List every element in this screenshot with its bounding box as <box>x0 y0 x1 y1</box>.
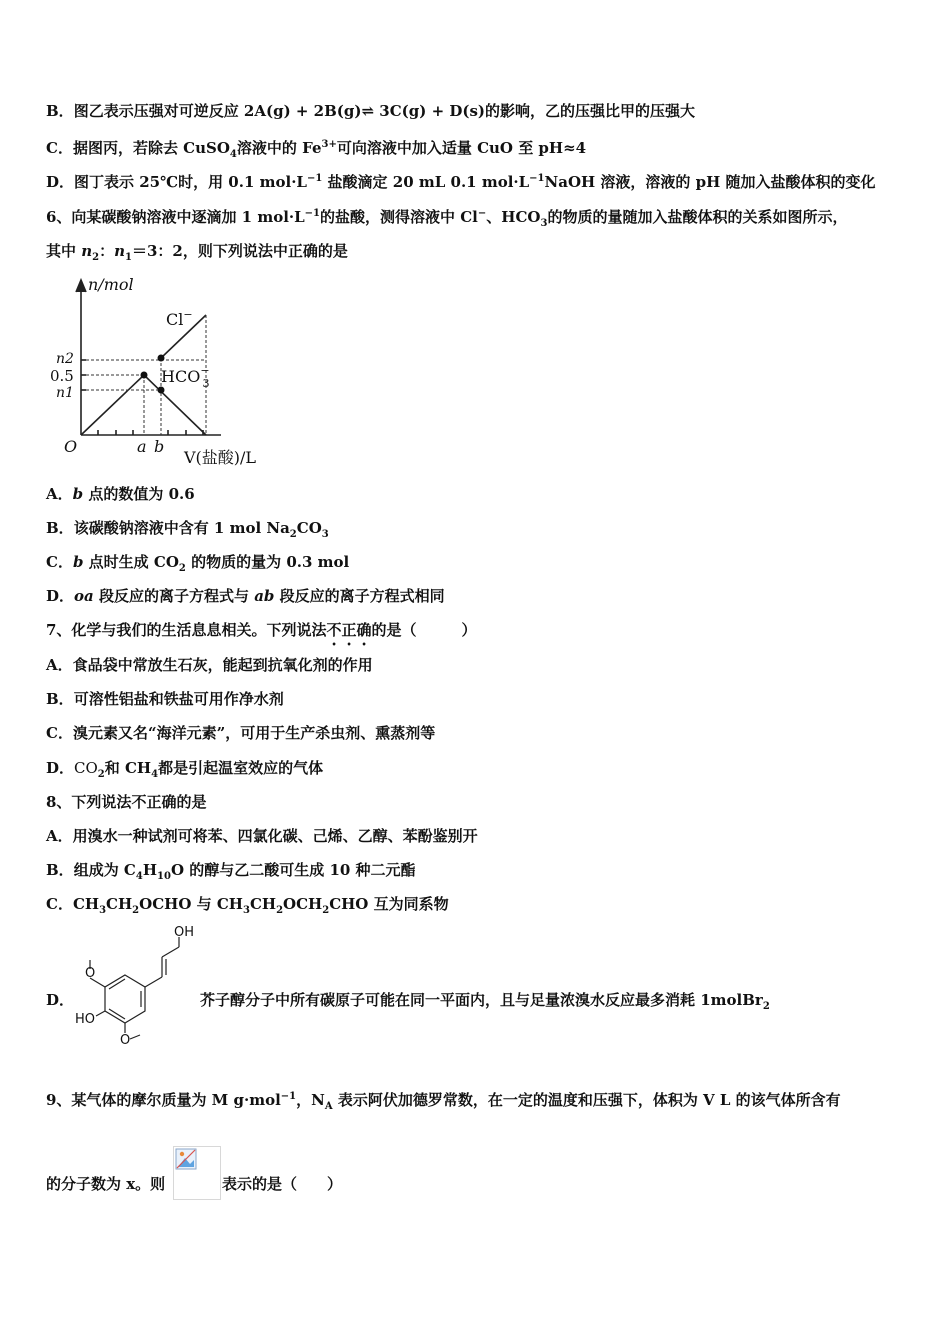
q7-option-c: C．溴元素又名“海洋元素”，可用于生产杀虫剂、熏蒸剂等 <box>46 724 436 742</box>
mol-ho-label: HO <box>75 1012 96 1027</box>
q6-stem: 6、向某碳酸钠溶液中逐滴加 1 $mol\cdot L^{-1}$的盐酸，测得溶液中 Cl−、$HCO_3$的物质的量随加入盐酸体积的关系如图所示， <box>46 208 848 229</box>
graph-origin: O <box>64 437 78 456</box>
q8-option-a: A．用溴水一种试剂可将苯、四氯化碳、己烯、乙醇、苯酚鉴别开 <box>46 827 478 845</box>
q5-option-c: C．据图丙，若除去 CuSO$_4$溶液中的 $Fe^{3+}$可向溶液中加入适量 CuO 至 pH≈4 <box>46 139 587 160</box>
q5-option-b: B．图乙表示压强对可逆反应 2A(g) + 2B(g)⇌ 3C(g) + D(s)的影响，乙的压强比甲的压强大 <box>46 102 696 120</box>
q6-option-d: D．oa 段反应的离子方程式与 ab 段反应的离子方程式相同 <box>46 587 445 605</box>
q6-option-c: C．b 点时生成 $CO_2$ 的物质的量为 0.3 mol <box>46 553 350 574</box>
q6-stem-line2: 其中 $n_2$：$n_1=3$：2，则下列说法中正确的是 <box>46 242 348 263</box>
q5-option-d: D．图丁表示 25℃时，用 0.1 $mol\cdot L^{-1}$ 盐酸滴定 20 mL 0.1 $mol\cdot L^{-1}NaOH$ 溶液，溶液的 pH 随加入盐酸体积的变化 <box>46 173 876 191</box>
q6-graph <box>46 270 281 470</box>
graph-tick-n1: n1 <box>56 385 74 401</box>
broken-image-placeholder <box>173 1146 221 1200</box>
graph-tick-b: b <box>154 437 165 456</box>
mol-o-bottom-label: O <box>120 1033 131 1045</box>
mol-oh-label: OH <box>174 925 195 940</box>
q6-option-a: A．b 点的数值为 0.6 <box>46 485 195 503</box>
q7-option-d: D．$CO_2$和 $CH_4$都是引起温室效应的气体 <box>46 759 324 780</box>
graph-hco3-label: HCO− 3 <box>161 364 210 390</box>
mol-o-top-label: O <box>85 966 96 981</box>
q8-option-d-text: 芥子醇分子中所有碳原子可能在同一平面内，且与足量浓溴水反应最多消耗 1molBr$_2$ <box>200 991 770 1012</box>
graph-tick-a: a <box>137 437 147 456</box>
graph-cl-label: Cl− <box>166 308 193 329</box>
sinapyl-alcohol-structure <box>70 925 200 1045</box>
q7-option-b: B．可溶性铝盐和铁盐可用作净水剂 <box>46 690 284 708</box>
q6-option-b: B．该碳酸钠溶液中含有 1 mol $Na_2CO_3$ <box>46 519 329 540</box>
q8-option-c: C．$CH_3CH_2OCHO$ 与 $CH_3CH_2OCH_2CHO$ 互为同系物 <box>46 895 449 916</box>
graph-tick-05: 0.5 <box>50 367 74 385</box>
graph-x-label: V(盐酸)/L <box>184 448 257 467</box>
q7-stem: 7、化学与我们的生活息息相关。下列说法不正确的是（ ） <box>46 621 477 639</box>
q8-stem: 8、下列说法不正确的是 <box>46 793 207 811</box>
q7-option-a: A．食品袋中常放生石灰，能起到抗氧化剂的作用 <box>46 656 373 674</box>
q8-option-b: B．组成为 $C_4H_{10}O$ 的醇与乙二酸可生成 10 种二元酯 <box>46 861 416 882</box>
equilibrium-arrow: ⇌ <box>361 102 375 120</box>
broken-image-icon <box>175 1148 197 1170</box>
graph-y-label: n/mol <box>88 275 134 294</box>
q9-stem-line2-tail: 表示的是（ ） <box>222 1175 343 1193</box>
q9-stem: 9、某气体的摩尔质量为 M g·mol$^{-1}$，$N_A$ 表示阿伏加德罗常数，在一定的温度和压强下，体积为 V L 的该气体所含有 <box>46 1091 841 1112</box>
graph-tick-n2: n2 <box>56 351 74 367</box>
q8-option-d-letter: D． <box>46 991 75 1009</box>
q9-stem-line2: 的分子数为 x。则 <box>46 1175 166 1193</box>
emphasis-text: 不正确 <box>326 621 372 639</box>
